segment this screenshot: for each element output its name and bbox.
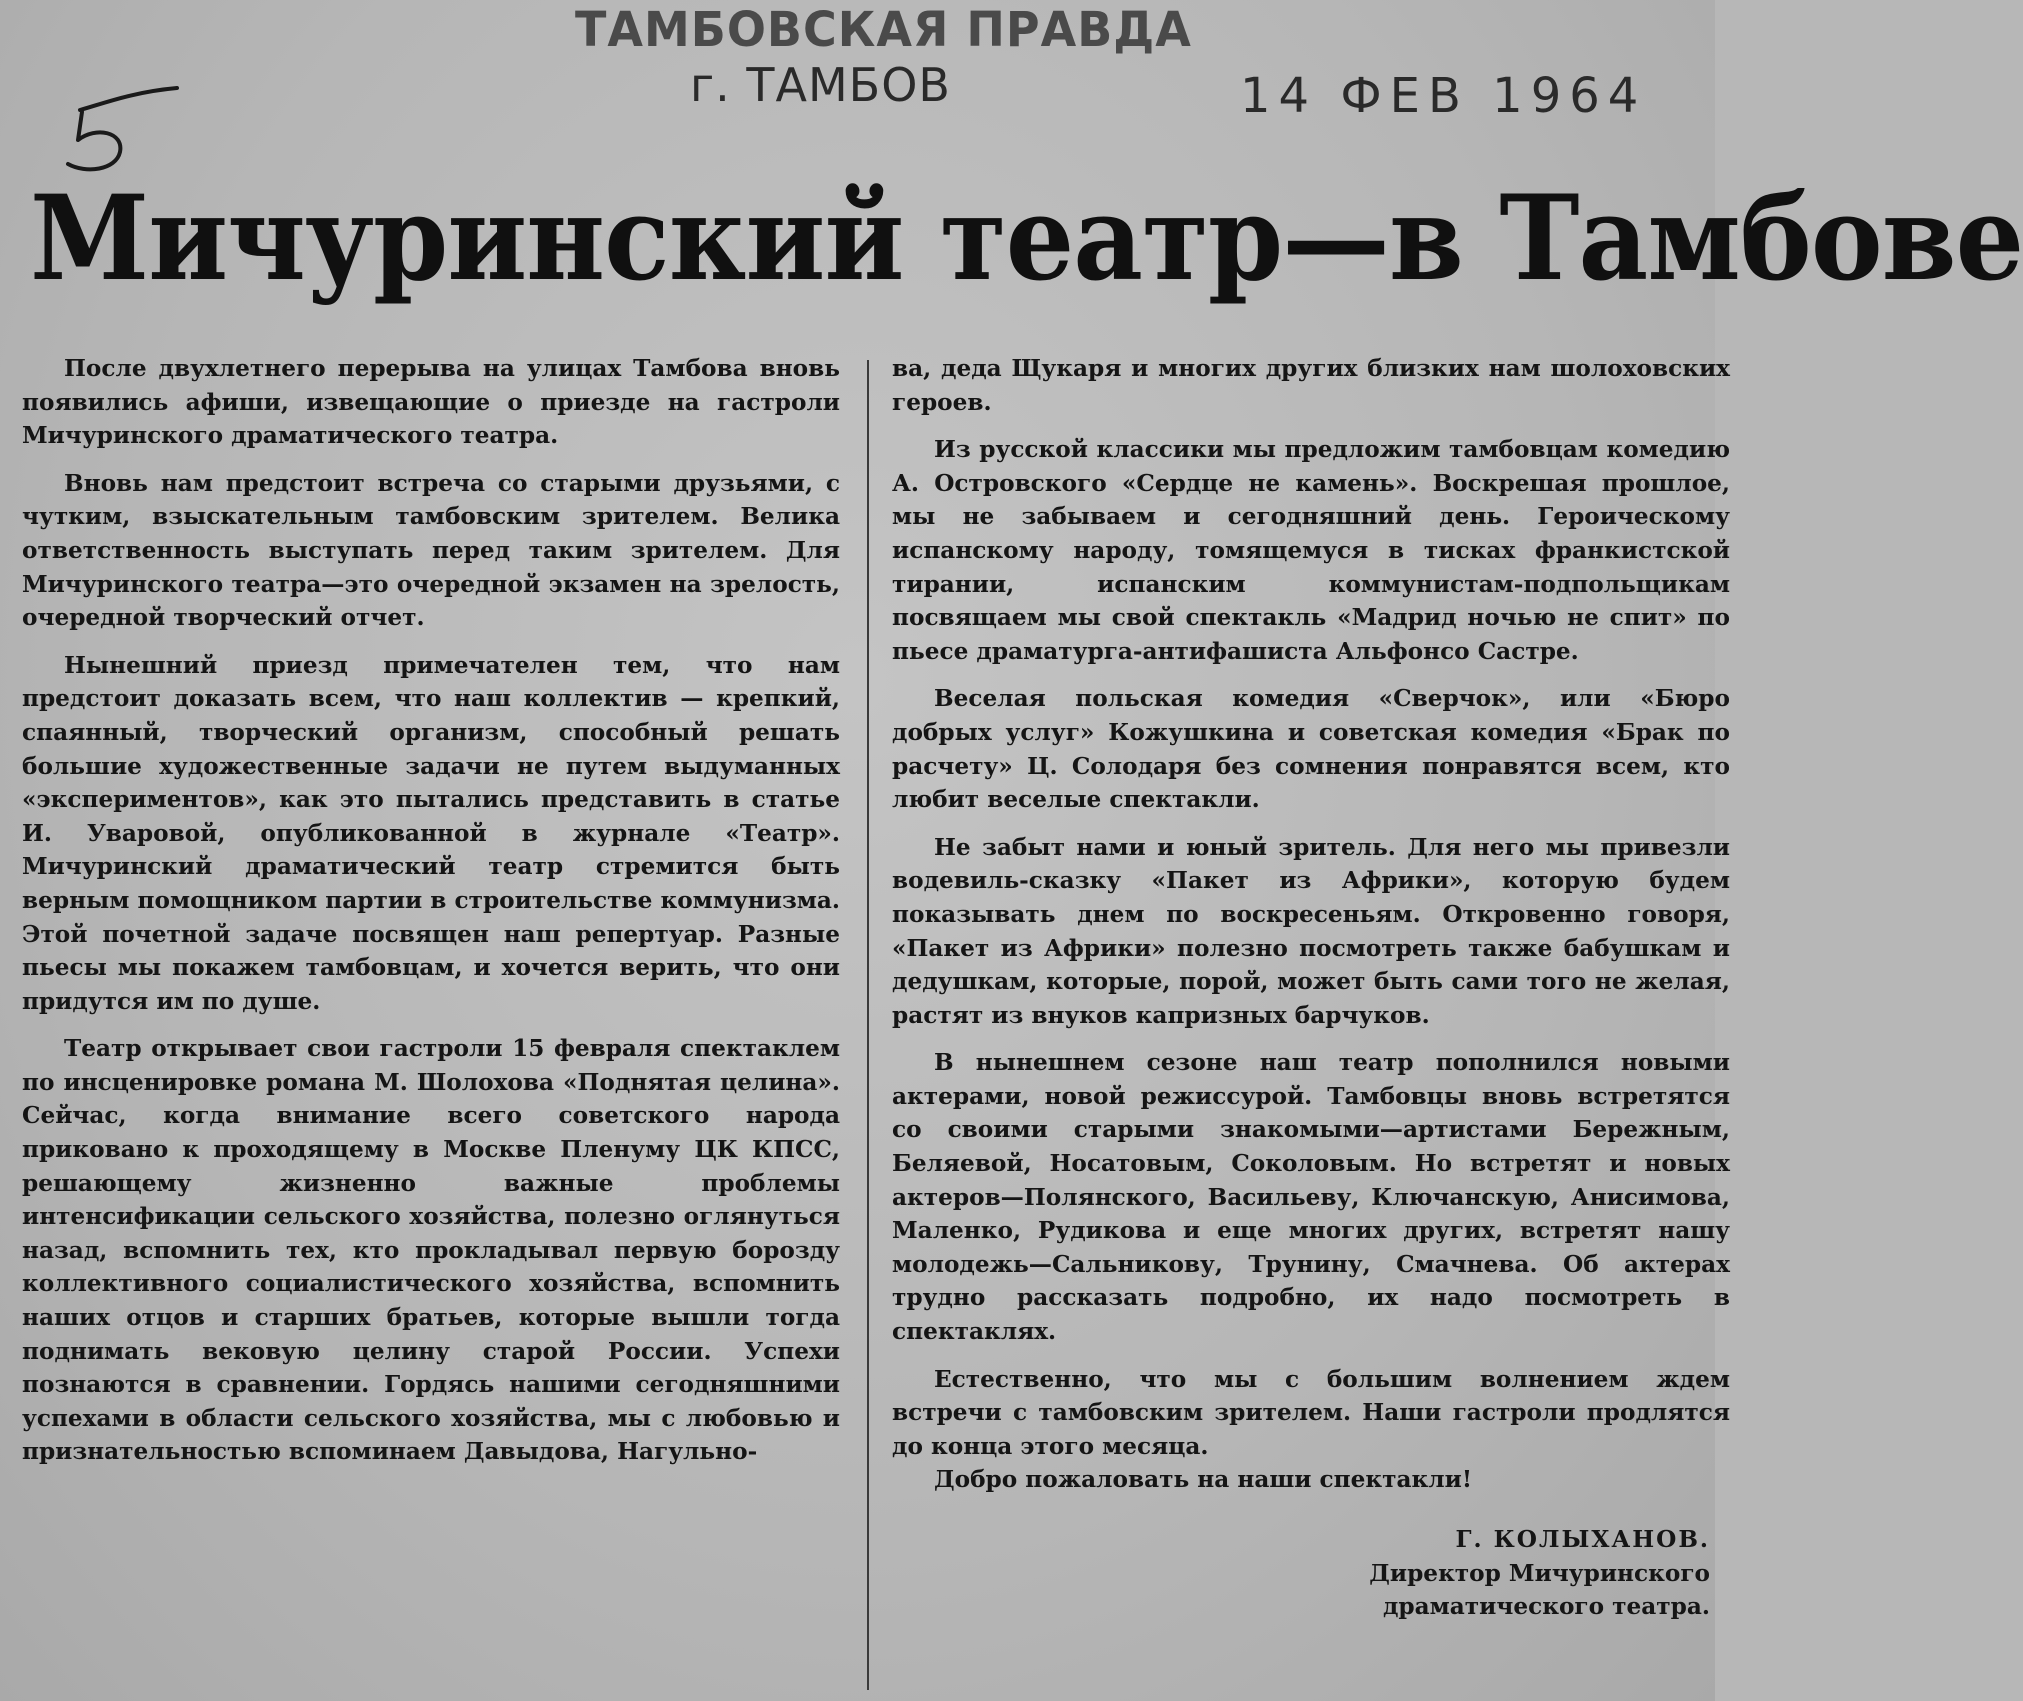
paragraph: Не забыт нами и юный зритель. Для него мы привезли водевиль-сказку «Пакет из Африки», которую будем показывать днем по воскресеньям. Откровенно говоря, «Пакет из Африки» полезно посмотреть также бабушкам и дедушкам, которые, порой, может быть сами того не желая, растят из внуков капризных барчуков. [892, 833, 1730, 1029]
paragraph: Вновь нам предстоит встреча со старыми друзьями, с чутким, взыскательным тамбовским зрителем. Велика ответственность выступать перед таким зрителем. Для Мичуринского театра—это очередной экзамен на зрелость, очередной творческий отчет. [22, 469, 840, 632]
paragraph: Театр открывает свои гастроли 15 февраля спектаклем по инсценировке романа М. Шолохова «Поднятая целина». Сейчас, когда внимание всего советского народа приковано к проходящему в Москве Пленуму ЦК КПСС, решающему жизненно важные проблемы интенсификации сельского хозяйства, полезно оглянуться назад, вспомнить тех, кто прокладывал первую борозду коллективного социалистического хозяйства, вспомнить наших отцов и старших братьев, которые вышли тогда поднимать вековую целину старой России. Успехи познаются в сравнении. Гордясь нашими сегодняшними успехами в области сельского хозяйства, мы с любовью и признательностью вспоминаем Давыдова, Нагульно- [22, 1035, 840, 1466]
left-column [22, 352, 840, 1469]
author-name: Г. КОЛЫХАНОВ. [1455, 1526, 1710, 1553]
paragraph-continuation: ва, деда Щукаря и многих других близких нам шолоховских героев. [892, 355, 1730, 416]
right-column [892, 352, 1730, 1624]
paragraph: Веселая польская комедия «Сверчок», или «Бюро добрых услуг» Кожушкина и советская комедия «Брак по расчету» Ц. Солодаря без сомнения понравятся всем, кто любит веселые спектакли. [892, 685, 1730, 814]
author-title-line1: Директор Мичуринского [1369, 1559, 1710, 1587]
paragraph: В нынешнем сезоне наш театр пополнился новыми актерами, новой режиссурой. Тамбовцы вновь встретятся со своими старыми знакомыми—артистами Бережным, Беляевой, Носатовым, Соколовым. Но встретят и новых актеров—Полянского, Васильеву, Ключанскую, Анисимова, Маленко, Рудикова и еще многих других, встретят нашу молодежь—Сальникову, Трунину, Смачнева. Об актерах трудно рассказать подробно, их надо посмотреть в спектаклях. [892, 1049, 1730, 1346]
column-divider [867, 360, 869, 1690]
handwritten-page-number [62, 82, 192, 182]
newspaper-name-stamp: ТАМБОВСКАЯ ПРАВДА [575, 0, 1192, 58]
date-stamp: 14 ФЕВ 1964 [1240, 68, 1647, 124]
paragraph: Естественно, что мы с большим волнением ждем встречи с тамбовским зрителем. Наши гастроли продлятся до конца этого месяца. [892, 1365, 1730, 1460]
paragraph: Нынешний приезд примечателен тем, что нам предстоит доказать всем, что наш коллектив — крепкий, спаянный, творческий организм, способный решать большие художественные задачи не путем выдуманных «экспериментов», как это пытались представить в статье И. Уваровой, опубликованной в журнале «Театр». Мичуринский драматический театр стремится быть верным помощником партии в строительстве коммунизма. Этой почетной задаче посвящен наш репертуар. Разные пьесы мы покажем тамбовцам, и хочется верить, что они придутся им по душе. [22, 651, 841, 1015]
paragraph: Добро пожаловать на наши спектакли! [934, 1466, 1473, 1494]
article-headline: Мичуринский театр—в Тамбове [30, 169, 2023, 307]
article-body [22, 352, 1730, 1692]
author-signature [892, 1523, 1730, 1624]
paragraph: После двухлетнего перерыва на улицах Тамбова вновь появились афиши, извещающие о приезде на гастроли Мичуринского драматического театра. [22, 355, 840, 450]
paragraph: Из русской классики мы предложим тамбовцам комедию А. Островского «Сердце не камень». Воскрешая прошлое, мы не забываем и сегодняшний день. Героическому испанскому народу, томящемуся в тисках франкистской тирании, испанским коммунистам-подпольщикам посвящаем мы свой спектакль «Мадрид ночью не спит» по пьесе драматурга-антифашиста Альфонсо Састре. [892, 436, 1730, 665]
author-title-line2: драматического театра. [1382, 1593, 1710, 1621]
city-stamp: г. ТАМБОВ [690, 58, 951, 112]
